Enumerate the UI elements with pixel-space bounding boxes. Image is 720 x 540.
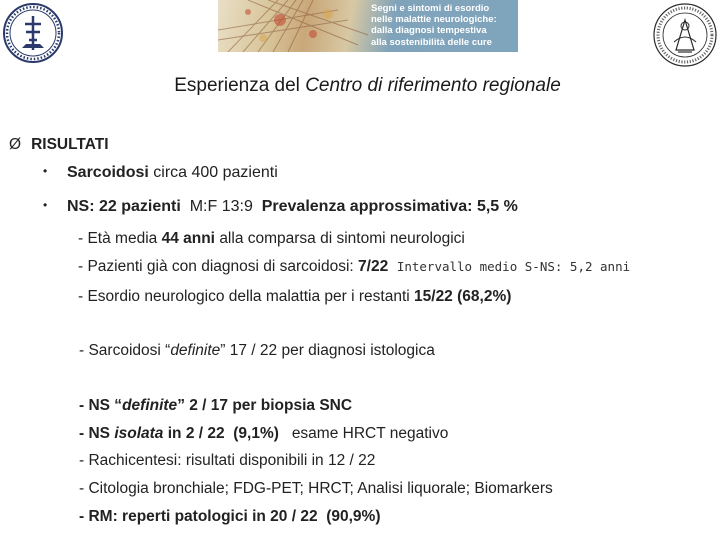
bullet-dot-icon: • [43,164,48,178]
detail-3-a: - Esordio neurologico della malattia per i restanti [78,288,410,305]
detail-line-citologia [79,480,553,498]
detail-7: - Rachicentesi: risultati disponibili in 12 / 22 [79,452,376,469]
section-heading [9,136,109,154]
detail-9-a: - RM: reperti patologici in 20 / 22 [79,508,318,525]
bullet-sarcoidosi [43,164,278,182]
banner-subtitle [371,3,516,48]
title-prefix: Esperienza del [174,75,300,96]
bullet-1-rest: circa 400 pazienti [153,164,278,181]
arrow-bullet-icon: Ø [9,136,22,153]
banner-line-2: nelle malattie neurologiche: [371,14,497,26]
detail-9-b: (90,9%) [326,508,381,525]
detail-1-b: 44 anni [161,230,215,247]
bullet-2-part2: M:F 13:9 [189,198,253,215]
detail-4-a: - Sarcoidosi “ [79,342,171,359]
detail-8: - Citologia bronchiale; FDG-PET; HRCT; Analisi liquorale; Biomarkers [79,480,553,497]
banner-line-3: dalla diagnosi tempestiva [371,25,487,37]
detail-1-c: alla comparsa di sintomi neurologici [219,230,465,247]
detail-line-eta-media [78,230,465,248]
detail-5-a: - NS “ [79,397,123,414]
university-seal-logo-right [652,2,718,68]
section-heading-text: RISULTATI [31,136,109,153]
detail-1-a: - Età media [78,230,158,247]
detail-line-esordio [78,288,511,306]
detail-4-b: definite [170,342,221,359]
title-italic: Centro di riferimento regionale [305,75,561,96]
detail-4-c: ” 17 / 22 per diagnosi istologica [220,342,435,359]
bullet-dot-icon: • [43,198,48,212]
detail-6-e: esame HRCT negativo [291,425,449,442]
detail-2-a: - Pazienti già con diagnosi di sarcoidosi: [78,258,354,275]
detail-line-ns-definite [79,397,352,415]
banner-line-1: Segni e sintomi di esordio [371,3,490,14]
conference-banner [218,0,518,52]
bullet-2-part3: Prevalenza approssimativa: 5,5 % [261,198,518,215]
detail-6-a: - NS [79,425,110,442]
detail-3-b: 15/22 (68,2%) [414,288,512,305]
detail-6-b: isolata [114,425,164,442]
detail-2-interval: Intervallo medio S-NS: 5,2 anni [396,259,631,274]
detail-line-diagnosi-sarcoidosi [78,258,630,276]
detail-2-b: 7/22 [358,258,389,275]
detail-line-rm [79,508,380,526]
detail-6-c: in 2 / 22 [167,425,225,442]
university-seal-logo-left [2,2,64,64]
bullet-2-part1: NS: 22 pazienti [67,198,181,215]
detail-line-ns-isolata [79,425,448,443]
detail-5-c: ” 2 / 17 per biopsia SNC [177,397,353,414]
detail-5-b: definite [122,397,178,414]
detail-line-rachicentesi [79,452,375,470]
slide-title [0,75,720,97]
bullet-ns [43,198,518,216]
detail-line-sarcoidosi-definite [79,342,435,360]
bullet-1-bold: Sarcoidosi [67,164,149,181]
detail-6-d: (9,1%) [233,425,279,442]
banner-line-4: alla sostenibilità delle cure [371,36,492,48]
